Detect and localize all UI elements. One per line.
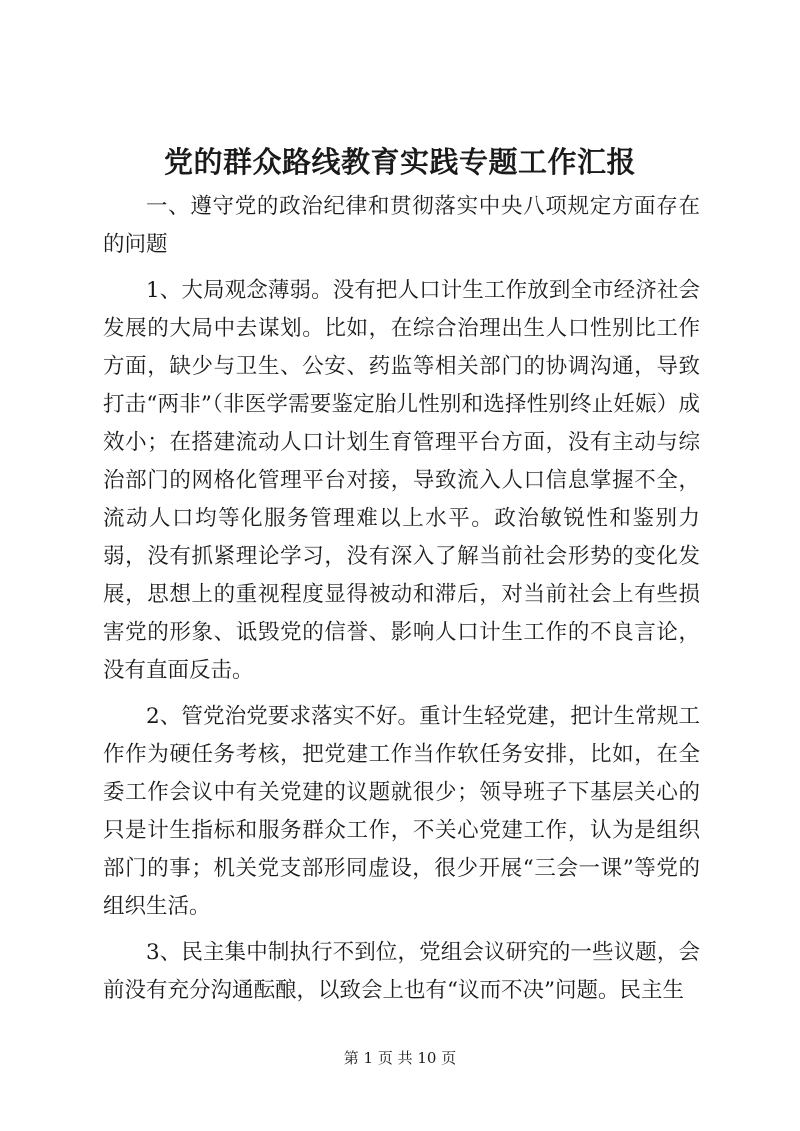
document-body bbox=[103, 188, 700, 1010]
section-heading: 一、遵守党的政治纪律和贯彻落实中央八项规定方面存在的问题 bbox=[103, 194, 700, 257]
document-title: 党的群众路线教育实践专题工作汇报 bbox=[163, 145, 636, 179]
paragraph-1: 1、大局观念薄弱。没有把人口计生工作放到全市经济社会发展的大局中去谋划。比如，在综合治理出生人口性别比工作方面，缺少与卫生、公安、药监等相关部门的协调沟通，导致打击“两非”（非医学需要鉴定胎儿性别和选择性别终止妊娠）成效小；在搭建流动人口计划生育管理平台方面，没有主动与综治部门的网格化管理平台对接，导致流入人口信息掌握不全，流动人口均等化服务管理难以上水平。政治敏锐性和鉴别力弱，没有抓紧理论学习，没有深入了解当前社会形势的变化发展，思想上的重视程度显得被动和滞后，对当前社会上有些损害党的形象、诋毁党的信誉、影响人口计生工作的不良言论，没有直面反击。 bbox=[103, 278, 700, 683]
paragraph-3: 3、民主集中制执行不到位，党组会议研究的一些议题，会前没有充分沟通酝酿，以致会上也有“议而不决”问题。民主生 bbox=[103, 940, 700, 1003]
page-number-footer: 第 1 页 共 10 页 bbox=[343, 1049, 457, 1067]
paragraph-2: 2、管党治党要求落实不好。重计生轻党建，把计生常规工作作为硬任务考核，把党建工作当作软任务安排，比如，在全委工作会议中有关党建的议题就很少；领导班子下基层关心的只是计生指标和服务群众工作，不关心党建工作，认为是组织部门的事；机关党支部形同虚设，很少开展“三会一课”等党的组织生活。 bbox=[103, 704, 700, 919]
